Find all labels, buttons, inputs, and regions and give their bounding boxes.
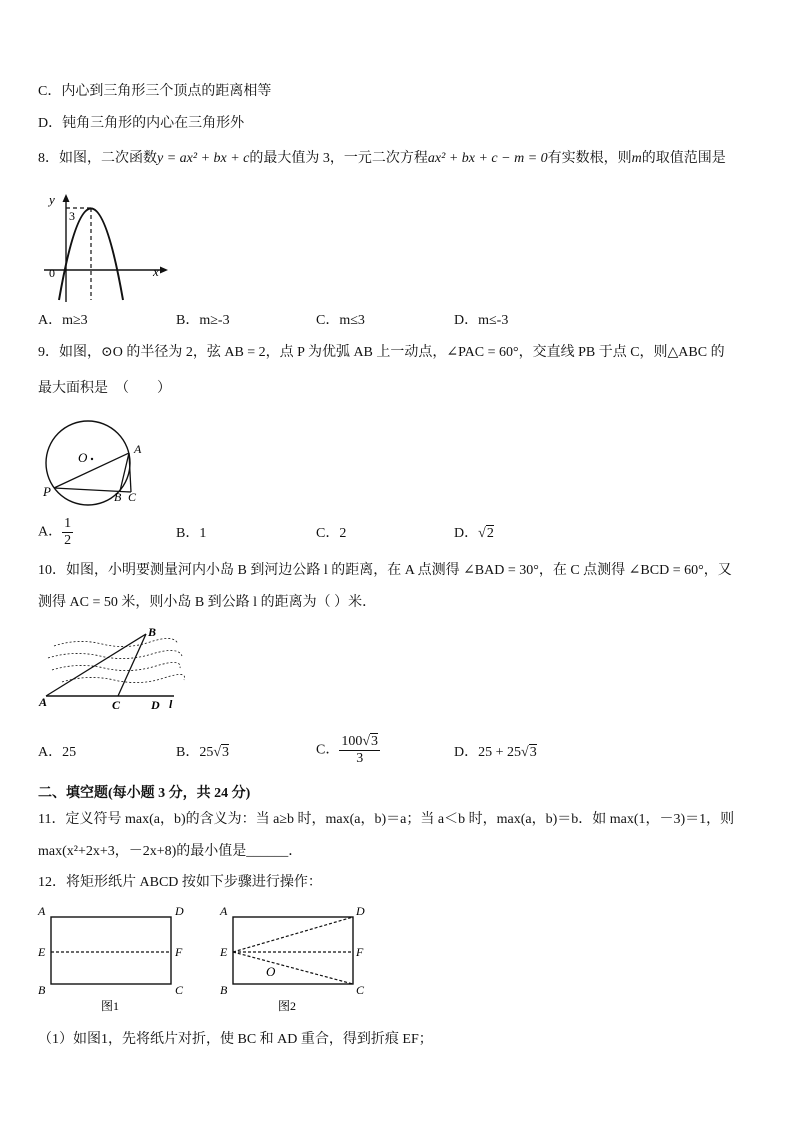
q10-stem-line1: 10．如图，小明要测量河内小岛 B 到河边公路 l 的距离，在 A 点测得 ∠BAD = 30°，在 C 点测得 ∠BCD = 60°，又	[38, 563, 732, 578]
q10-label-b: B	[148, 625, 157, 639]
q12-fig2-crease-ed	[233, 917, 353, 952]
q12-step1: （1）如图1，先将纸片对折，使 BC 和 AD 重合，得到折痕 EF；	[38, 1032, 433, 1047]
q8-y-arrow	[63, 194, 70, 202]
q10-option-c	[316, 734, 380, 767]
q10-segment-ab	[46, 634, 146, 696]
q8-label-max: 3	[69, 209, 75, 223]
q8-label-y: y	[49, 192, 55, 207]
q8-x-arrow	[160, 267, 168, 274]
q12-fig1-caption: 图1	[101, 999, 120, 1013]
q9-option-a-den: 2	[64, 533, 72, 548]
q12-fig1-rectangle	[51, 917, 171, 984]
q10-wave-4	[62, 674, 185, 682]
q12-fig1-label-d: D	[175, 904, 184, 918]
q10-option-b: B．25√3	[176, 745, 230, 760]
q12-stem-line1: 12．将矩形纸片 ABCD 按如下步骤进行操作：	[38, 875, 322, 890]
q10-label-l: l	[169, 697, 173, 711]
q12-fig1-label-e: E	[38, 945, 46, 959]
q9-label-a: A	[134, 442, 142, 456]
q9-option-a-num: 1	[64, 516, 72, 531]
q8-parabola-figure	[40, 190, 180, 305]
q10-label-c: C	[112, 698, 121, 712]
q10-option-c-num: 100√3	[341, 734, 379, 749]
q12-fig2-label-e: E	[220, 945, 228, 959]
q8-equation: ax² + bx + c − m = 0	[427, 151, 548, 166]
q9-label-o: O	[78, 450, 88, 465]
q10-wave-2	[48, 650, 182, 658]
q9-stem-line2: 最大面积是 （ ）	[38, 381, 171, 396]
q9-option-d: D．√2	[454, 526, 494, 541]
q12-fig2-label-a: A	[220, 904, 228, 918]
q8-stem-d: 的取值范围是	[641, 151, 726, 166]
q12-fig2-label-f: F	[356, 945, 364, 959]
q8-stem	[38, 150, 726, 168]
q12-fig1-label-c: C	[175, 983, 184, 997]
q8-option-c: C．m≤3	[316, 313, 365, 328]
q9-option-d-label: D．	[454, 526, 479, 541]
q8-label-origin: 0	[49, 266, 55, 280]
q10-option-d-label: D．25 + 25	[454, 745, 522, 760]
q9-option-a	[38, 516, 73, 549]
q8-stem-b: 的最大值为 3，一元二次方程	[249, 151, 428, 166]
q12-fig2-label-o: O	[266, 964, 276, 979]
q12-fig2-crease-ec	[233, 952, 353, 984]
q8-option-a: A．m≥3	[38, 313, 88, 328]
q9-circle-figure	[40, 418, 150, 508]
q10-option-d-radicand: 3	[529, 745, 537, 760]
q8-var: m	[631, 151, 642, 166]
q10-option-b-label: B．25	[176, 745, 214, 760]
q10-option-c-den: 3	[356, 751, 364, 766]
q12-fig2-rectangle	[233, 917, 353, 984]
q8-option-d: D．m≤-3	[454, 313, 509, 328]
q12-fig2-label-b: B	[220, 983, 228, 997]
q7-option-d: D．钝角三角形的内心在三角形外	[38, 116, 245, 131]
q12-fig1-label-a: A	[38, 904, 46, 918]
q9-stem-line1: 9．如图，⊙O 的半径为 2，弦 AB = 2，点 P 为优弧 AB 上一动点，∠PAC = 60°，交直线 PB 于点 C，则△ABC 的	[38, 345, 725, 360]
q12-figure-2	[216, 900, 376, 1020]
q9-option-d-radicand: 2	[486, 526, 494, 541]
q10-label-a: A	[39, 695, 48, 709]
q10-wave-3	[52, 662, 180, 670]
q10-stem-line2: 测得 AC = 50 米，则小岛 B 到公路 l 的距离为（ ）米．	[38, 595, 377, 610]
q10-option-c-num-coef: 100	[341, 734, 363, 749]
q9-option-a-fraction	[62, 516, 73, 549]
q11-stem-line1: 11．定义符号 max(a，b)的含义为：当 a≥b 时，max(a，b)＝a；当 a＜b 时，max(a，b)＝b．如 max(1，－3)＝1，则	[38, 812, 735, 827]
q9-center-dot	[91, 458, 93, 460]
q10-option-a: A．25	[38, 745, 77, 760]
q9-option-b: B．1	[176, 526, 207, 541]
q8-option-b: B．m≥-3	[176, 313, 230, 328]
q10-wave-1	[54, 638, 178, 646]
q10-option-c-num-radicand: 3	[371, 734, 379, 749]
q7-option-c: C．内心到三角形三个顶点的距离相等	[38, 84, 272, 99]
q9-option-a-label: A．	[38, 524, 63, 540]
section2-title: 二、填空题(每小题 3 分，共 24 分)	[38, 786, 251, 801]
q10-option-b-radicand: 3	[222, 745, 230, 760]
q9-label-p: P	[43, 484, 51, 499]
q10-option-d: D．25 + 25√3	[454, 745, 537, 760]
q9-option-c: C．2	[316, 526, 347, 541]
q8-number: 8．	[38, 151, 59, 166]
q12-fig2-label-d: D	[356, 904, 365, 918]
q12-fig2-label-c: C	[356, 983, 365, 997]
q9-label-b: B	[114, 490, 122, 504]
q12-fig1-label-f: F	[175, 945, 183, 959]
q12-fig1-label-b: B	[38, 983, 46, 997]
q8-stem-c: 有实数根，则	[547, 151, 632, 166]
q12-figure-1	[36, 900, 196, 1020]
q12-fig2-caption: 图2	[278, 999, 297, 1013]
q8-label-x: x	[153, 264, 159, 279]
q10-river-figure	[38, 624, 188, 714]
q8-stem-a: 如图，二次函数	[59, 151, 157, 166]
q8-function: y = ax² + bx + c	[157, 151, 250, 166]
q9-label-c: C	[128, 490, 137, 504]
q10-option-c-fraction	[339, 734, 380, 767]
q10-label-d: D	[151, 698, 160, 712]
q11-stem-line2: max(x²+2x+3，－2x+8)的最小值是______．	[38, 844, 303, 859]
q9-segment-ab	[120, 453, 129, 491]
q10-option-c-label: C．	[316, 742, 340, 758]
